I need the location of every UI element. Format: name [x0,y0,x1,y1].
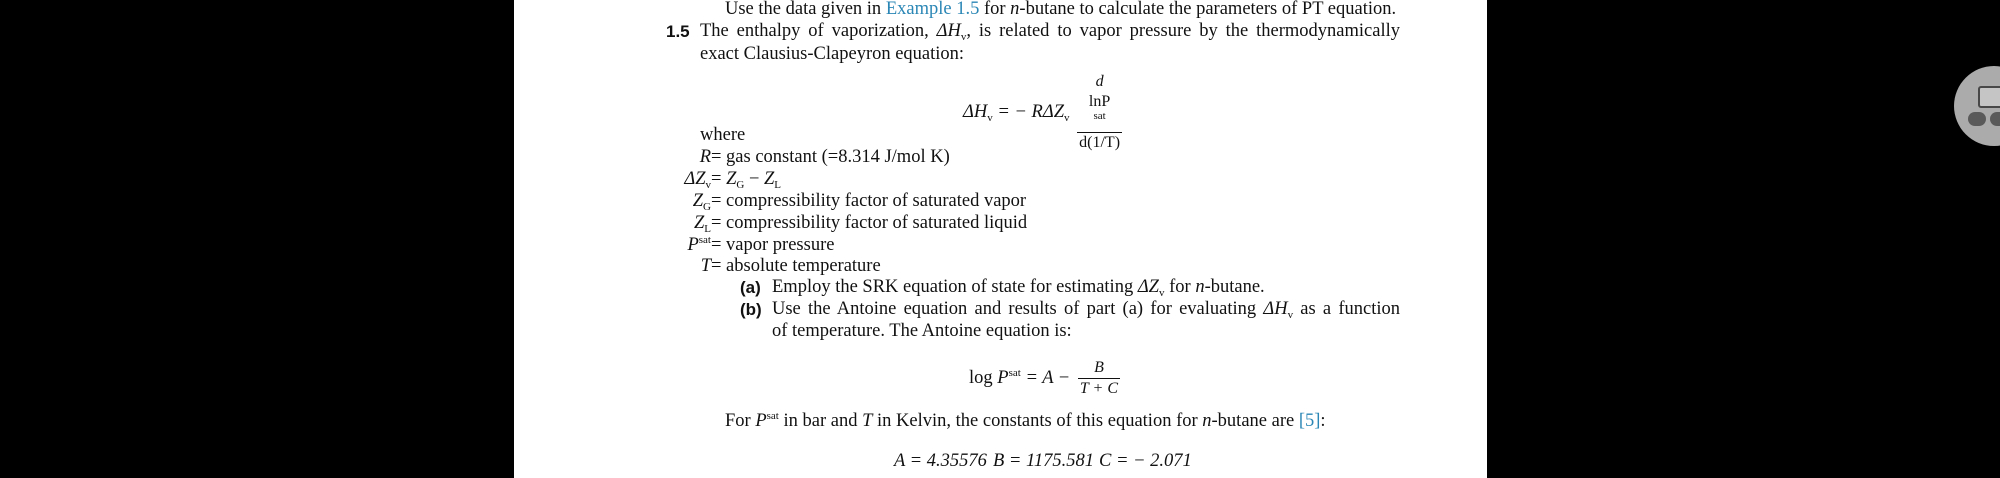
part-a-n: n [1195,277,1205,297]
def-zg-symbol [592,189,711,213]
problem-number: 1.5 [666,22,690,41]
eq2-denominator: T + C [1079,380,1118,397]
eq1-lhs: ΔH [963,101,988,122]
eq2-numerator: B [1078,358,1120,379]
def-zl-sub: L [704,223,711,235]
problem-line-1 [700,19,1400,43]
const-text-b: in bar and [778,411,863,431]
def-zg-sub: G [703,201,711,213]
part-a-dz: ΔZ [1137,277,1159,297]
const-t: T [862,411,873,431]
eq1-fraction [1077,72,1122,153]
def-psat-sym: P [687,235,699,255]
eq1-numerator [1077,72,1122,133]
part-b-text-2: as a function [1293,299,1400,319]
def-dz-g: G [736,179,745,191]
def-zg-sym: Z [692,191,704,211]
def-dz-text [711,167,781,191]
constant-a: A = 4.35576 [894,451,987,471]
def-zl-symbol [592,211,711,235]
def-psat-text: = vapor pressure [711,235,835,255]
part-b-text-1: Use the Antoine equation and results of part (a) for evaluating [772,299,1264,319]
where-label: where [700,125,746,145]
intro-line [725,0,1396,21]
reference-5-link[interactable]: [5] [1298,411,1321,431]
part-a-text [772,275,1265,299]
constants-line [725,409,1326,433]
part-b-label: (b) [740,300,762,319]
intro-n: n [1010,0,1020,19]
part-a-sub: v [1158,287,1165,299]
def-zl-sym: Z [693,213,705,233]
eq2-eq: = A − [1020,367,1075,388]
calculator-icon[interactable] [1954,66,2000,146]
eq1-mid-sub: v [1064,111,1070,124]
calculator-screen-icon [1978,86,2000,108]
clausius-clapeyron-equation [963,72,1122,153]
def-dz-zl: Z [764,169,775,189]
antoine-equation [969,358,1120,399]
def-dz-eq: = [711,169,727,189]
eq1-lhs-sub: v [987,111,993,124]
problem-line-2: exact Clausius-Clapeyron equation: [700,44,965,64]
example-1-5-link[interactable]: Example 1.5 [885,0,980,19]
eq2-log: log [969,367,998,388]
def-dz-l: L [774,179,782,191]
intro-text-c: -butane to calculate the parameters of PT equation. [1019,0,1397,19]
def-t-symbol [592,254,711,278]
def-t-sym: T [700,256,711,276]
intro-text: Use the data given in [725,0,886,19]
problem-text-b: , is related to vapor pressure by the thermodynamically [966,21,1400,41]
def-zg-text: = compressibility factor of saturated vapor [711,191,1027,211]
def-r-text: = gas constant (=8.314 J/mol K) [711,147,950,167]
constant-c: C = − 2.071 [1099,451,1192,471]
part-b-line-1 [772,297,1400,321]
const-sup: sat [766,410,779,422]
const-p: P [755,411,767,431]
const-text-e: : [1320,411,1326,431]
def-zl-text: = compressibility factor of saturated liquid [711,213,1028,233]
problem-text-a: The enthalpy of vaporization, [700,21,937,41]
const-n: n [1202,411,1212,431]
def-psat-sup: sat [698,234,711,246]
part-a-text-2: for [1164,277,1196,297]
def-r-sym: R [699,147,711,167]
eq1-denominator: d(1/T) [1079,134,1121,151]
constant-b: B = 1175.581 [993,451,1095,471]
intro-text-b: for [979,0,1011,19]
def-t-text: = absolute temperature [711,256,881,276]
problem-dh: ΔH [936,21,961,41]
part-a-text-1: Employ the SRK equation of state for estimating [772,277,1138,297]
def-dz-zg: Z [726,169,737,189]
part-b-line-2: of temperature. The Antoine equation is: [772,321,1072,341]
const-text-c: in Kelvin, the constants of this equation for [872,411,1203,431]
part-a-text-3: -butane. [1204,277,1265,297]
eq2-p: P [997,367,1009,388]
eq2-fraction [1078,358,1120,399]
eq1-d: d [1095,73,1104,90]
part-b-dh: ΔH [1263,299,1288,319]
eq1-lnp: lnP [1088,93,1111,110]
def-dz-symbol [592,167,711,191]
const-text-a: For [725,411,756,431]
part-a-label: (a) [740,278,761,297]
def-dz-sub: v [705,179,711,191]
eq2-sup: sat [1008,366,1021,379]
const-text-d: -butane are [1211,411,1299,431]
problem-sub-v: v [960,31,967,43]
part-b-sub: v [1287,309,1294,321]
def-dz-sym: ΔZ [684,169,706,189]
eq1-sat: sat [1093,110,1106,122]
def-r-symbol [592,145,711,169]
document-page [514,0,1487,478]
def-dz-minus: − [744,169,764,189]
eq1-mid: = − RΔZ [992,101,1065,122]
calculator-keys-icon [1990,112,2000,126]
calculator-key-icon [1968,112,1986,126]
